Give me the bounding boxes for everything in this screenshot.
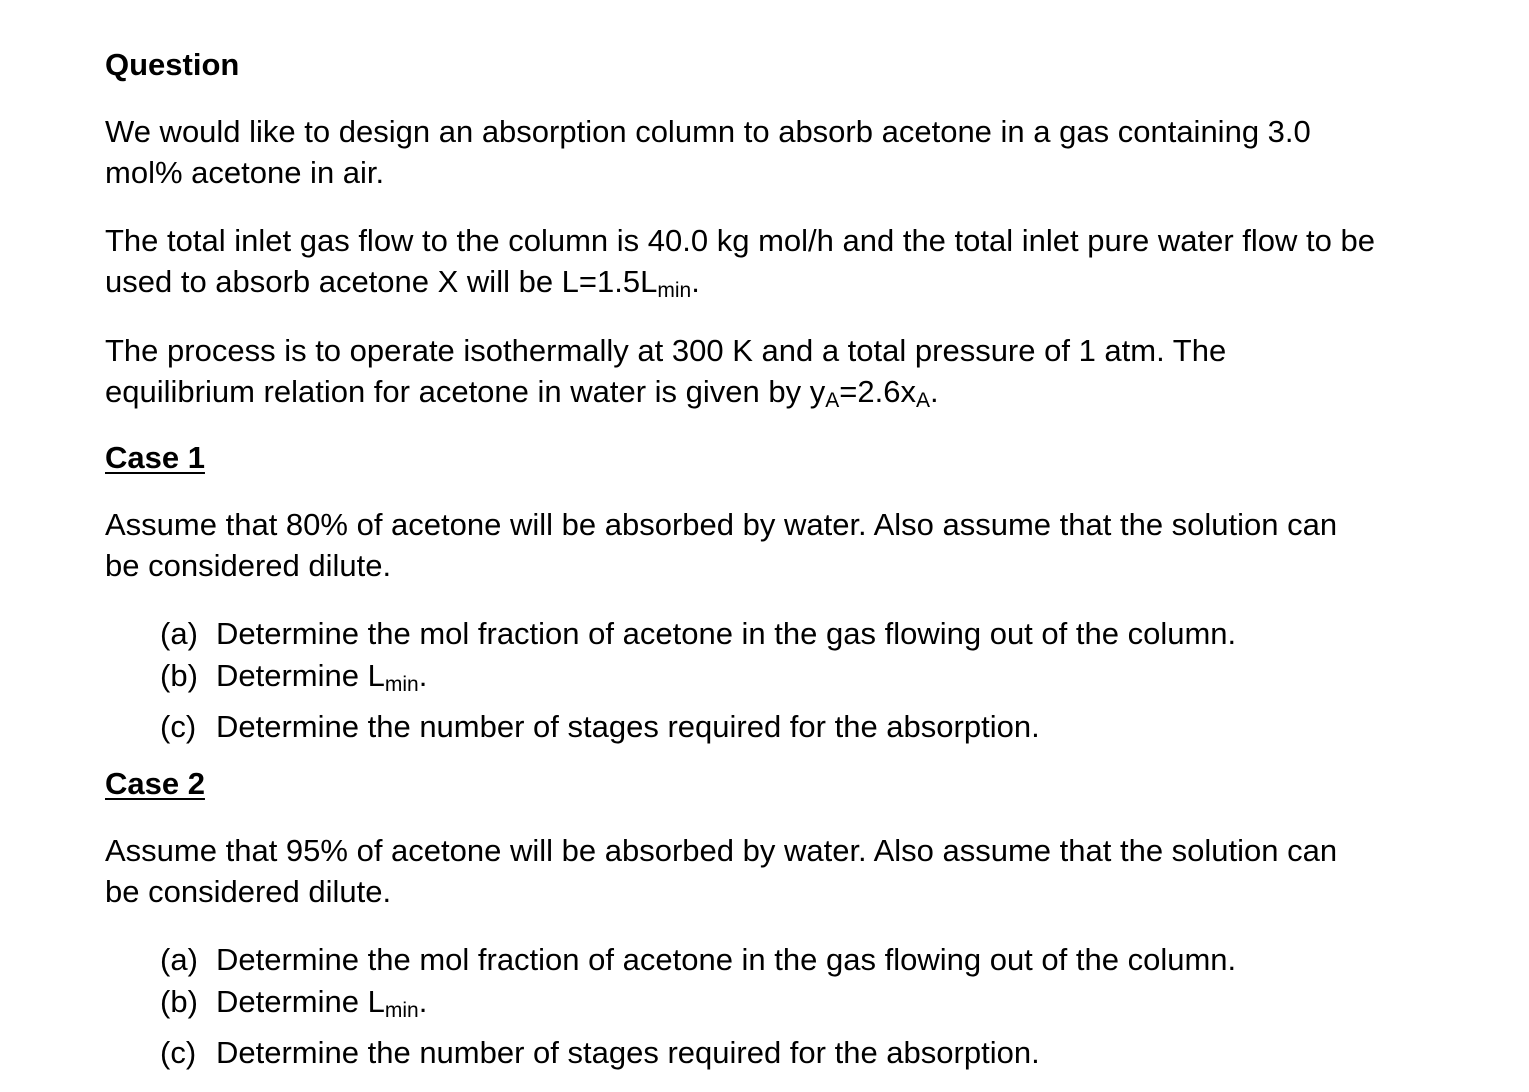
process-paragraph	[105, 330, 1226, 421]
flow-line-1: The total inlet gas flow to the column is 40.0 kg mol/h and the total inlet pure water flow to be	[105, 223, 1375, 258]
list-marker: (c)	[160, 1035, 197, 1070]
list-item	[160, 613, 1236, 655]
list-item	[160, 1032, 1236, 1074]
process-line-1: The process is to operate isothermally at 300 K and a total pressure of 1 atm. The	[105, 333, 1227, 368]
list-item-text: Determine the mol fraction of acetone in the gas flowing out of the column.	[216, 942, 1237, 977]
case-1-heading: Case 1	[105, 440, 205, 475]
flow-line-2-end: .	[691, 264, 700, 299]
ya-subscript: A	[825, 389, 840, 412]
list-item-end: .	[418, 658, 428, 693]
list-marker: (b)	[160, 984, 198, 1019]
list-marker: (a)	[160, 942, 198, 977]
process-line-2	[105, 371, 1226, 421]
lmin-subscript: min	[384, 999, 419, 1022]
list-item-text	[216, 981, 427, 1032]
list-item-main: Determine L	[216, 658, 385, 693]
intro-paragraph	[105, 111, 1311, 193]
lmin-subscript: min	[657, 279, 692, 302]
flow-line-2	[105, 261, 1375, 311]
list-marker: (b)	[160, 658, 198, 693]
case-2-task-list	[160, 939, 1236, 1074]
case-1-task-list	[160, 613, 1236, 748]
xa-subscript: A	[915, 389, 930, 412]
list-item	[160, 981, 1236, 1032]
question-heading: Question	[105, 47, 240, 82]
process-line-2-end: .	[930, 374, 939, 409]
list-marker: (a)	[160, 616, 198, 651]
case-1-line-1: Assume that 80% of acetone will be absorbed by water. Also assume that the solution can	[105, 507, 1338, 542]
list-item-text: Determine the mol fraction of acetone in the gas flowing out of the column.	[216, 616, 1237, 651]
lmin-subscript: min	[384, 673, 419, 696]
list-item-text: Determine the number of stages required for the absorption.	[216, 1035, 1040, 1070]
flow-line-2-text: used to absorb acetone X will be L=1.5L	[105, 264, 658, 299]
list-item-main: Determine L	[216, 984, 385, 1019]
list-marker: (c)	[160, 709, 197, 744]
intro-line-2: mol% acetone in air.	[105, 155, 385, 190]
case-1-paragraph	[105, 504, 1337, 586]
case-2-line-2: be considered dilute.	[105, 874, 392, 909]
process-line-2-eq: =2.6x	[839, 374, 916, 409]
process-line-2-text: equilibrium relation for acetone in water is given by y	[105, 374, 826, 409]
flow-paragraph	[105, 220, 1375, 311]
list-item-text: Determine the number of stages required for the absorption.	[216, 709, 1040, 744]
list-item	[160, 655, 1236, 706]
case-2-heading: Case 2	[105, 766, 205, 801]
list-item	[160, 939, 1236, 981]
case-1-line-2: be considered dilute.	[105, 548, 392, 583]
intro-line-1: We would like to design an absorption column to absorb acetone in a gas containing 3.0	[105, 114, 1311, 149]
list-item-text	[216, 655, 427, 706]
list-item-end: .	[418, 984, 428, 1019]
case-2-paragraph	[105, 830, 1337, 912]
list-item	[160, 706, 1236, 748]
case-2-line-1: Assume that 95% of acetone will be absorbed by water. Also assume that the solution can	[105, 833, 1338, 868]
